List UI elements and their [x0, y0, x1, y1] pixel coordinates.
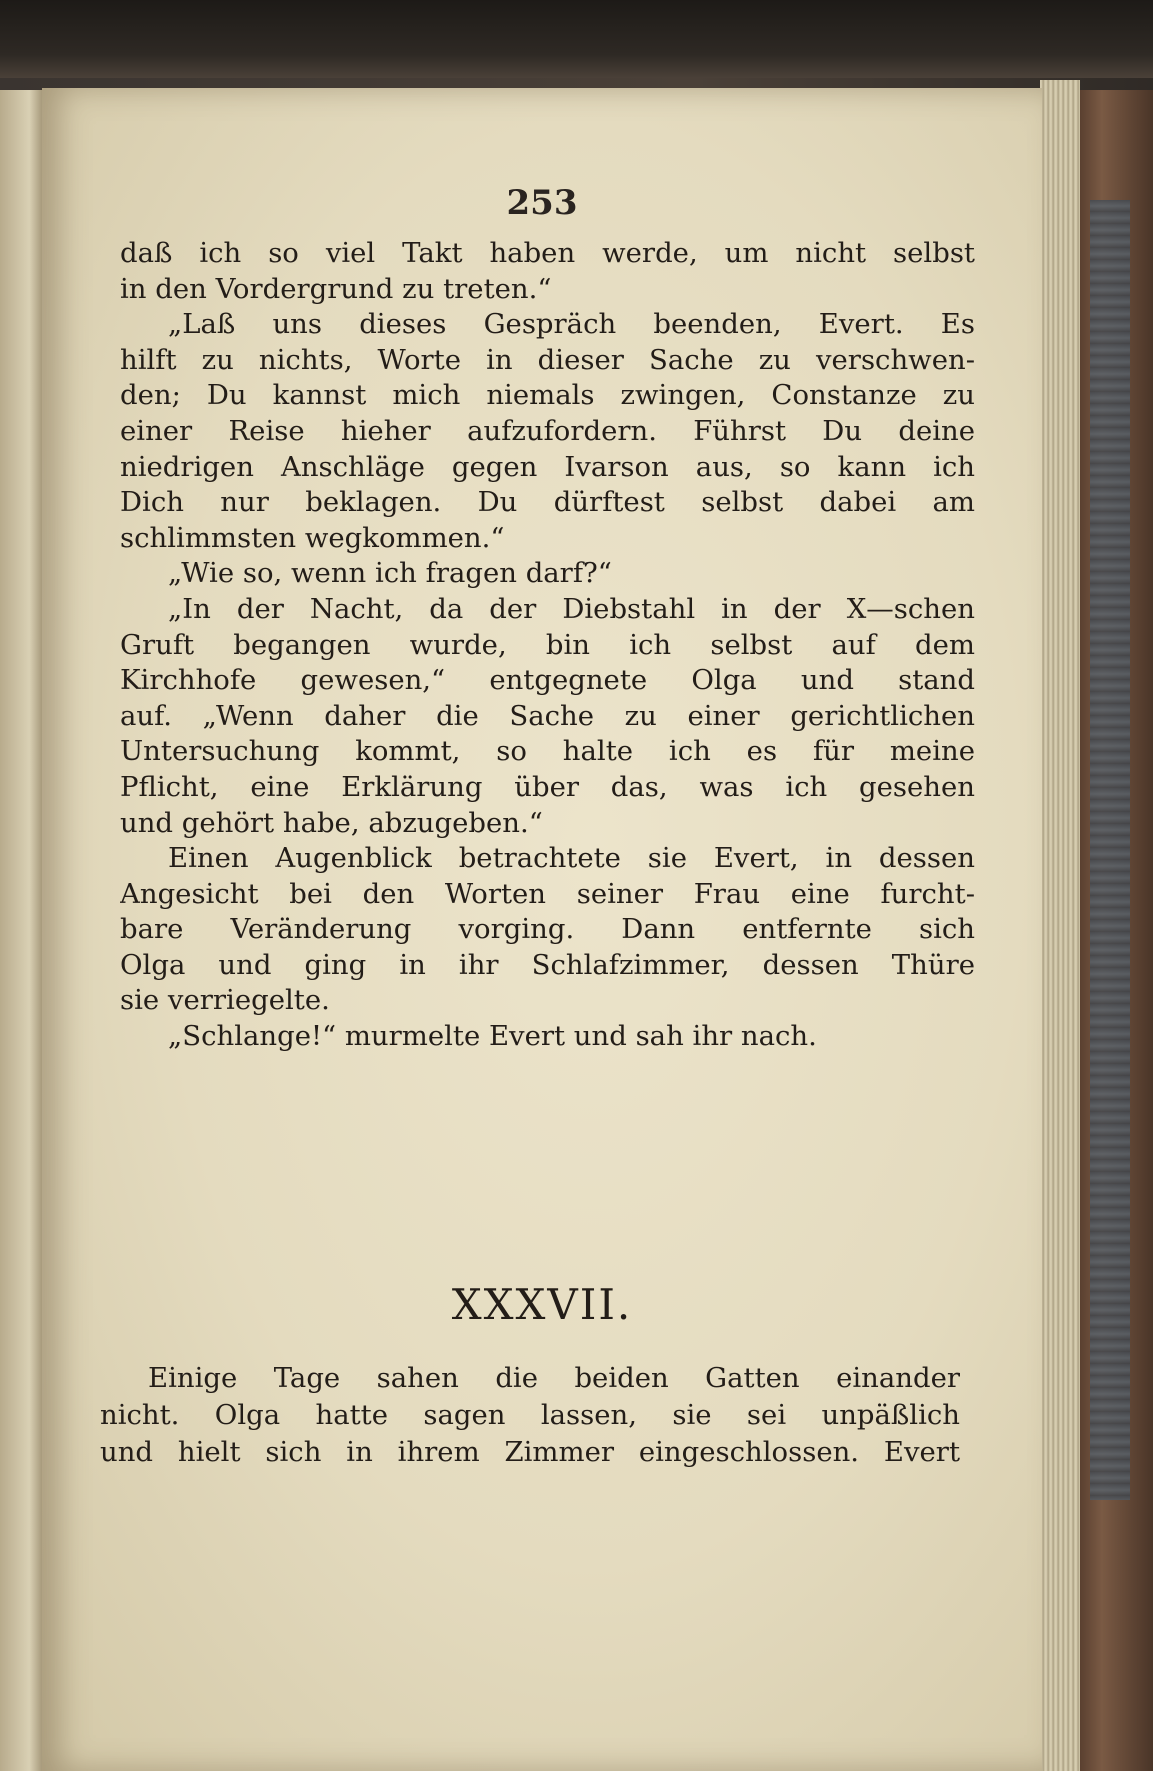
page-stack-edges — [1040, 80, 1080, 1771]
text-line: Olga und ging in ihr Schlafzimmer, dessen Thüre — [120, 948, 975, 981]
text-line: „Schlange!“ murmelte Evert und sah ihr nach. — [168, 1020, 817, 1053]
text-line: einer Reise hieher aufzufordern. Führst Du deine — [120, 414, 975, 447]
text-line: Einige Tage sahen die beiden Gatten einander — [148, 1362, 960, 1394]
text-line: Kirchhofe gewesen,“ entgegnete Olga und stand — [120, 664, 975, 697]
text-line: den; Du kannst mich niemals zwingen, Constanze zu — [120, 379, 975, 412]
text-line: „Wie so, wenn ich fragen darf?“ — [168, 557, 612, 590]
text-line: Gruft begangen wurde, bin ich selbst auf dem — [120, 628, 975, 661]
text-line: nicht. Olga hatte sagen lassen, sie sei unpäßlich — [100, 1399, 960, 1431]
book-page — [42, 88, 1042, 1771]
text-line: niedrigen Anschläge gegen Ivarson aus, so kann ich — [120, 450, 975, 483]
text-line: in den Vordergrund zu treten.“ — [120, 272, 552, 305]
text-line: bare Veränderung vorging. Dann entfernte sich — [120, 913, 975, 946]
text-line: sie verriegelte. — [120, 984, 330, 1017]
text-line: Pflicht, eine Erklärung über das, was ich gesehen — [120, 770, 975, 803]
previous-page-edge — [0, 90, 42, 1771]
text-line: „Laß uns dieses Gespräch beenden, Evert. Es — [168, 308, 975, 341]
text-line: schlimmsten wegkommen.“ — [120, 521, 505, 554]
text-line: und hielt sich in ihrem Zimmer eingeschlossen. Evert — [100, 1436, 960, 1468]
text-line: Dich nur beklagen. Du dürftest selbst dabei am — [120, 486, 975, 519]
page-number: 253 — [506, 183, 578, 223]
body-text-bottom — [100, 1360, 960, 1471]
text-line: daß ich so viel Takt haben werde, um nicht selbst — [120, 237, 975, 269]
text-line: Angesicht bei den Worten seiner Frau eine furcht- — [120, 877, 975, 910]
body-text-top — [120, 236, 975, 1055]
text-line: hilft zu nichts, Worte in dieser Sache zu verschwen- — [120, 343, 975, 376]
book-top-edge — [0, 0, 1153, 78]
text-line: Untersuchung kommt, so halte ich es für meine — [120, 735, 975, 768]
text-line: Einen Augenblick betrachtete sie Evert, in dessen — [168, 842, 975, 875]
text-line: „In der Nacht, da der Diebstahl in der X—schen — [168, 592, 975, 625]
chapter-heading: XXXVII. — [451, 1280, 633, 1329]
text-line: und gehört habe, abzugeben.“ — [120, 806, 543, 839]
book-cover-texture — [1090, 200, 1130, 1500]
text-line: auf. „Wenn daher die Sache zu einer gerichtlichen — [120, 699, 975, 732]
